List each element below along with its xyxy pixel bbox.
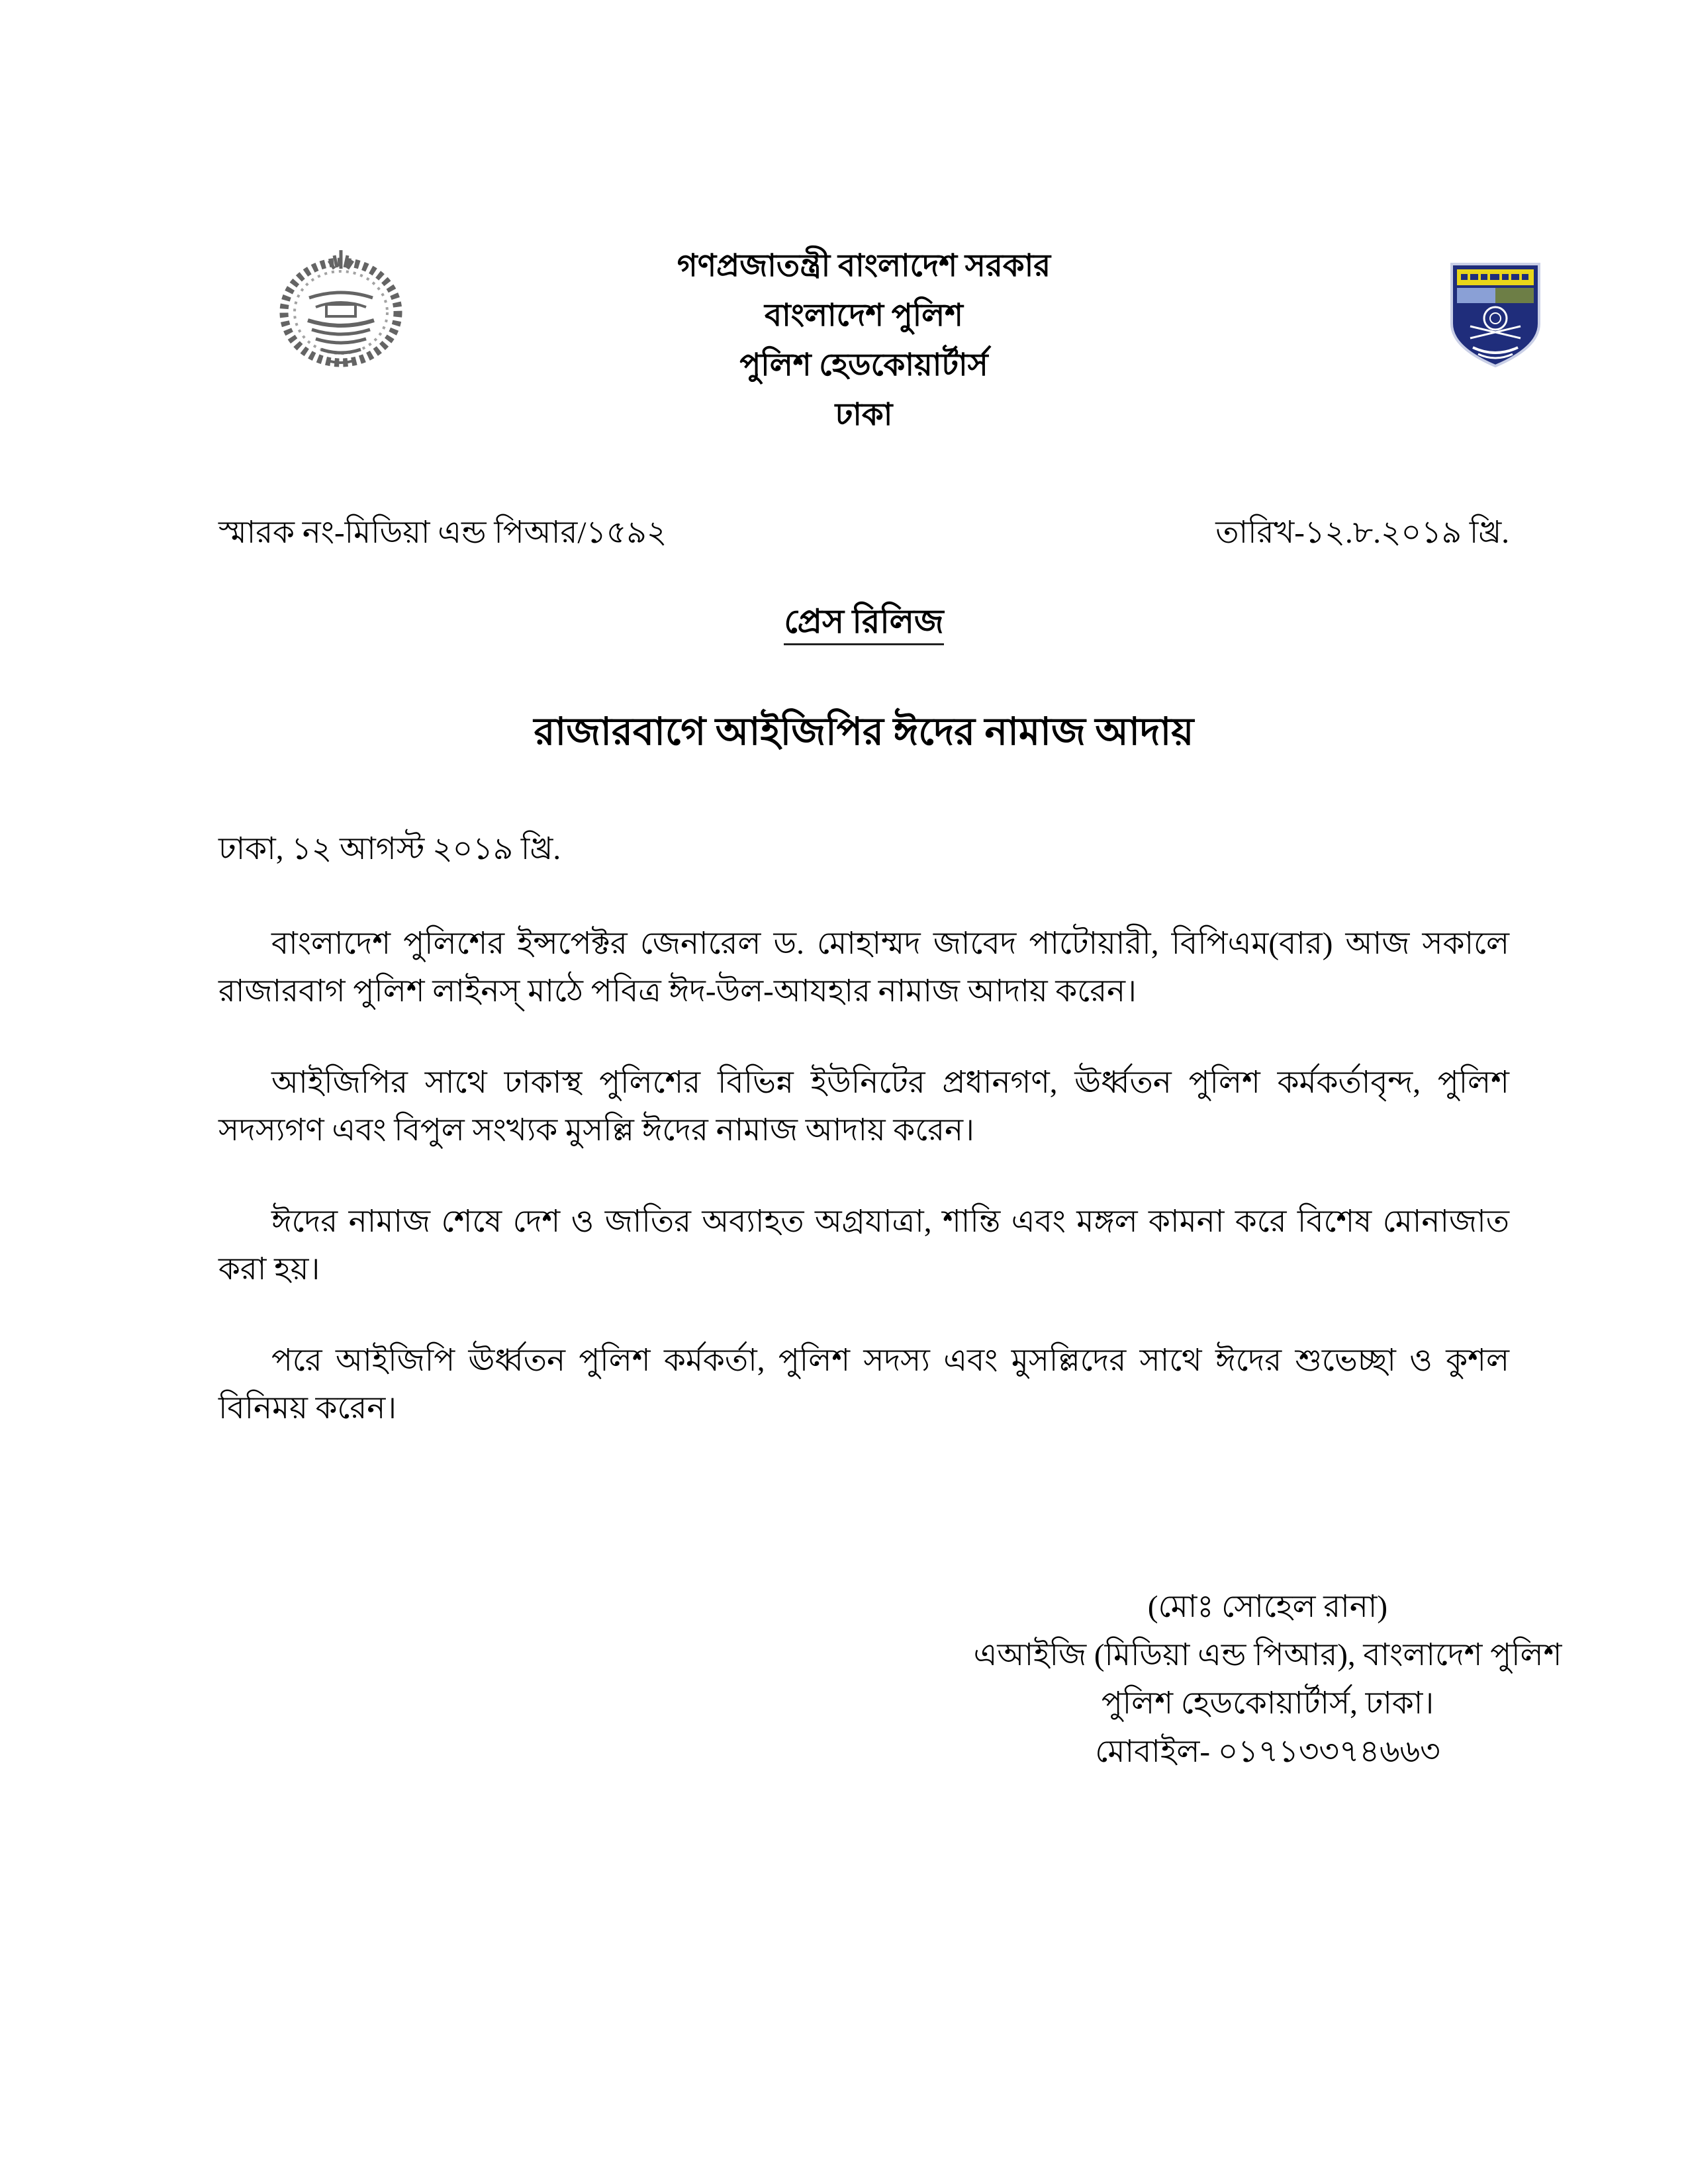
signatory-office: পুলিশ হেডকোয়ার্টার্স, ঢাকা।: [1101, 1686, 1434, 1721]
signatory-designation: এআইজি (মিডিয়া এন্ড পিআর), বাংলাদেশ পুলিশ: [973, 1638, 1562, 1672]
bangladesh-police-crest-icon: [275, 246, 407, 377]
government-header: [218, 242, 1509, 440]
body-paragraph-1: বাংলাদেশ পুলিশের ইন্সপেক্টর জেনারেল ড. মোহাম্মদ জাবেদ পাটোয়ারী, বিপিএম(বার) আজ সকালে রাজারবাগ পুলিশ লাইনস্ মাঠে পবিত্র ঈদ-উল-আযহার নামাজ আদায় করেন।: [218, 927, 1509, 1009]
header-headquarters-line: পুলিশ হেডকোয়ার্টার্স: [739, 348, 988, 383]
press-release-label: প্রেস রিলিজ: [784, 603, 943, 645]
body-paragraph-3: ঈদের নামাজ শেষে দেশ ও জাতির অব্যাহত অগ্রযাত্রা, শান্তি এবং মঙ্গল কামনা করে বিশেষ মোনাজাত করা হয়।: [218, 1205, 1509, 1287]
header-city-line: ঢাকা: [835, 398, 893, 432]
signatory-name: (মোঃ সোহেল রানা): [1147, 1590, 1388, 1624]
page-title: রাজারবাগে আইজিপির ঈদের নামাজ আদায়: [534, 710, 1194, 753]
header-government-line: গণপ্রজাতন্ত্রী বাংলাদেশ সরকার: [677, 249, 1051, 283]
police-headquarters-shield-icon: [1446, 260, 1544, 370]
memo-number: স্মারক নং-মিডিয়া এন্ড পিআর/১৫৯২: [218, 516, 667, 550]
press-release-label-wrap: [218, 597, 1509, 652]
body-paragraph-2: আইজিপির সাথে ঢাকাস্থ পুলিশের বিভিন্ন ইউনিটের প্রধানগণ, ঊর্ধ্বতন পুলিশ কর্মকর্তাবৃন্দ, পুলিশ সদস্যগণ এবং বিপুল সংখ্যক মুসল্লি ঈদের নামাজ আদায় করেন।: [218, 1066, 1509, 1148]
dateline: ঢাকা, ১২ আগস্ট ২০১৯ খ্রি.: [218, 832, 561, 866]
memo-date: তারিখ-১২.৮.২০১৯ খ্রি.: [1215, 516, 1509, 550]
header-police-line: বাংলাদেশ পুলিশ: [765, 298, 963, 333]
signatory-mobile: মোবাইল- ০১৭১৩৩৭৪৬৬৩: [1095, 1735, 1440, 1769]
body-paragraph-4: পরে আইজিপি ঊর্ধ্বতন পুলিশ কর্মকর্তা, পুলিশ সদস্য এবং মুসল্লিদের সাথে ঈদের শুভেচ্ছা ও কুশল বিনিময় করেন।: [218, 1343, 1509, 1426]
memo-row: [218, 508, 1509, 560]
signature-block: [970, 1583, 1566, 1776]
